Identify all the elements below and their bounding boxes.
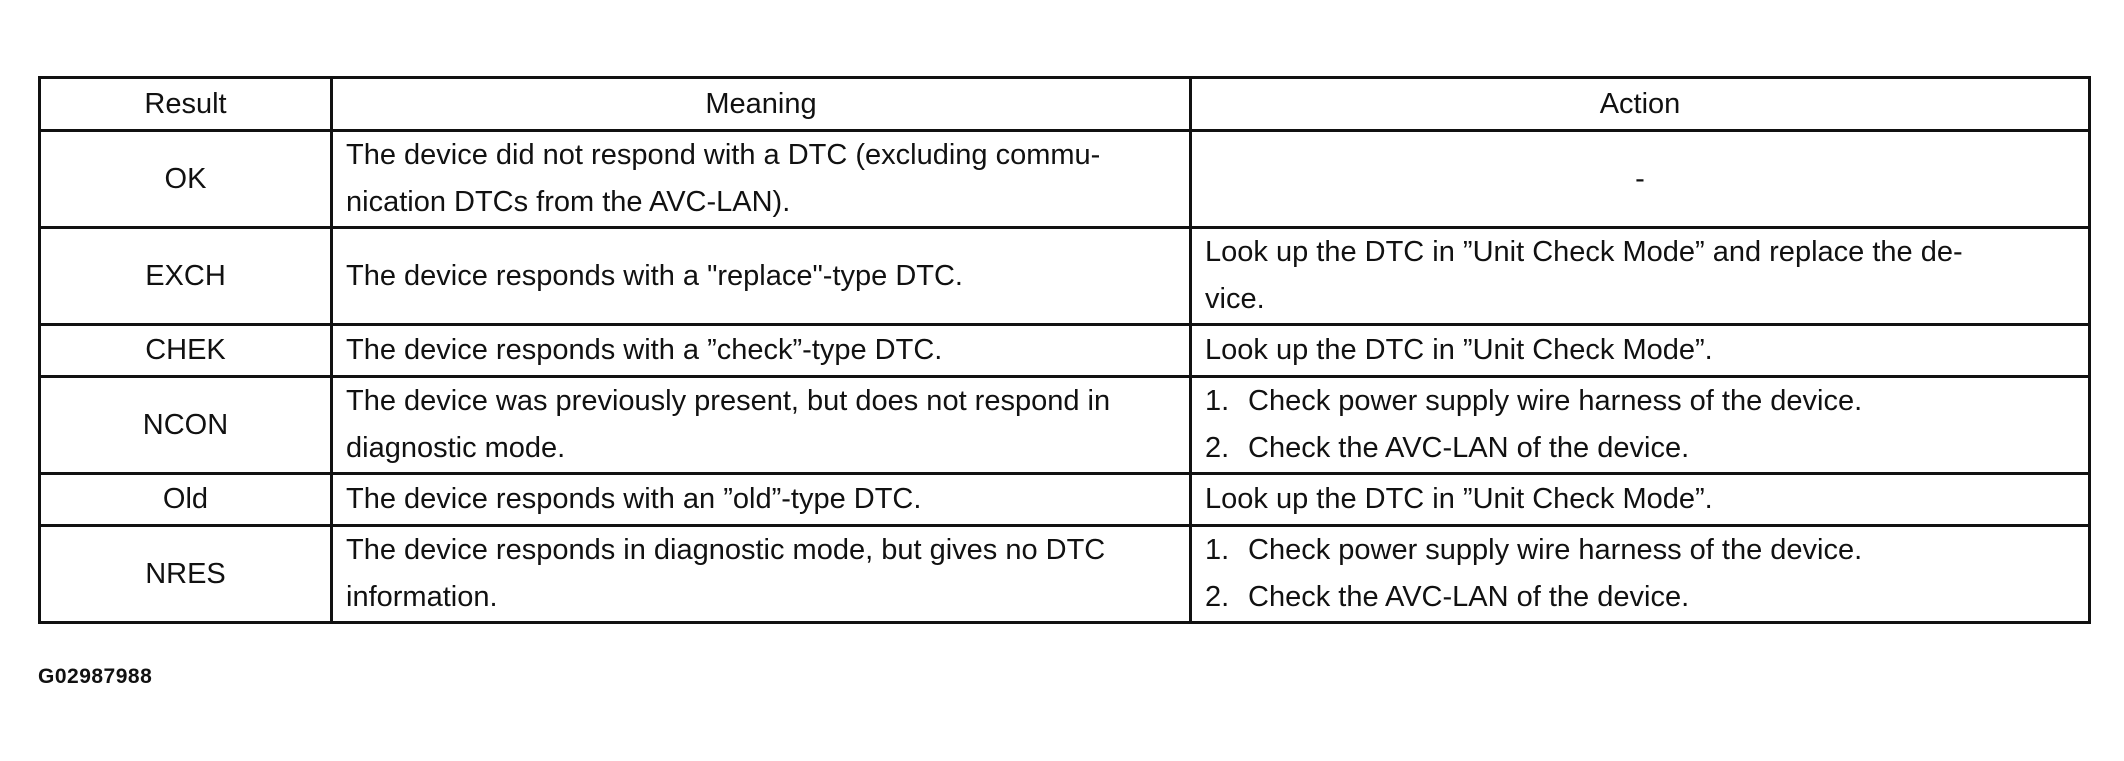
header-action: Action [1191,78,2090,131]
action-step [1205,574,2075,621]
meaning-line: The device responds with a ”check”-type DTC. [346,334,943,366]
result-table [38,76,2091,624]
action-cell [1191,526,2090,623]
result-cell: CHEK [40,325,332,377]
table-row [40,228,2090,325]
step-text: Check power supply wire harness of the device. [1248,534,1863,566]
action-step [1205,378,2075,425]
action-cell: - [1191,131,2090,228]
meaning-cell [332,228,1191,325]
meaning-line: The device responds with an ”old”-type DTC. [346,483,922,515]
step-text: Check power supply wire harness of the device. [1248,385,1863,417]
meaning-cell [332,325,1191,377]
action-line: vice. [1205,283,1265,315]
table-row [40,474,2090,526]
action-line: Look up the DTC in ”Unit Check Mode”. [1205,334,1713,366]
step-number: 1. [1205,385,1230,417]
step-text: Check the AVC-LAN of the device. [1248,432,1690,464]
action-line: Look up the DTC in ”Unit Check Mode”. [1205,483,1713,515]
action-cell [1191,325,2090,377]
meaning-line: The device responds in diagnostic mode, but gives no DTC [346,534,1106,566]
table-header-row [40,78,2090,131]
step-text: Check the AVC-LAN of the device. [1248,581,1690,613]
action-cell [1191,377,2090,474]
header-result: Result [40,78,332,131]
table-row [40,377,2090,474]
header-meaning: Meaning [332,78,1191,131]
meaning-cell [332,377,1191,474]
action-step [1205,527,2075,574]
meaning-line: information. [346,581,498,613]
table-row [40,526,2090,623]
table-row [40,131,2090,228]
step-number: 1. [1205,534,1230,566]
action-cell [1191,228,2090,325]
meaning-cell [332,131,1191,228]
meaning-cell [332,526,1191,623]
step-number: 2. [1205,581,1230,613]
action-step [1205,425,2075,472]
result-cell: Old [40,474,332,526]
result-cell: NRES [40,526,332,623]
result-cell: NCON [40,377,332,474]
figure-id-label: G02987988 [38,665,153,688]
meaning-line: nication DTCs from the AVC-LAN). [346,186,791,218]
step-number: 2. [1205,432,1230,464]
meaning-line: The device was previously present, but does not respond in [346,385,1111,417]
action-cell [1191,474,2090,526]
result-cell: OK [40,131,332,228]
table-row [40,325,2090,377]
meaning-line: diagnostic mode. [346,432,566,464]
meaning-cell [332,474,1191,526]
result-cell: EXCH [40,228,332,325]
meaning-line: The device responds with a "replace"-type DTC. [346,259,963,292]
action-line: Look up the DTC in ”Unit Check Mode” and replace the de- [1205,236,1963,268]
meaning-line: The device did not respond with a DTC (excluding commu- [346,139,1101,171]
